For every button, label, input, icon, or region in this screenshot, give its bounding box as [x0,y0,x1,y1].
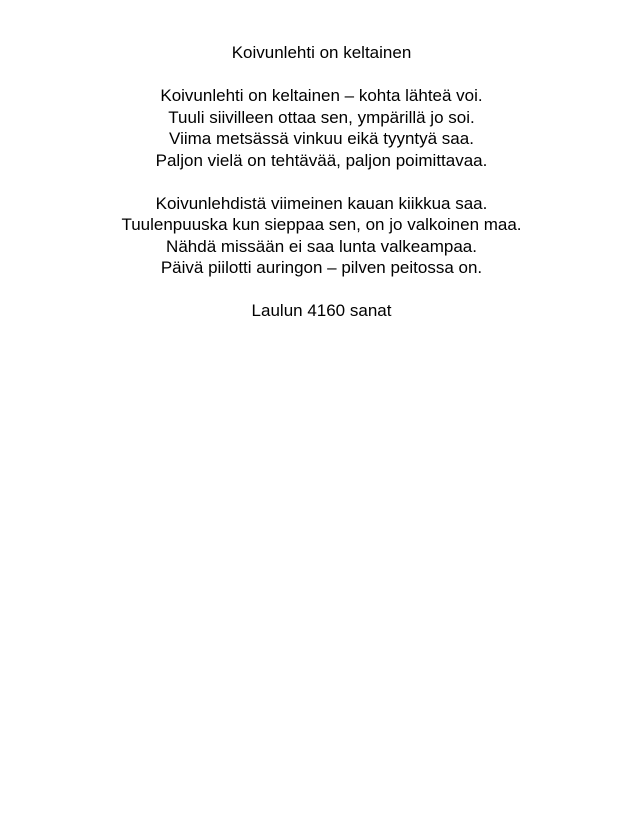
poem-stanza-2 [0,193,643,279]
poem-line: Paljon vielä on tehtävää, paljon poimittavaa. [155,150,488,170]
poem-stanza-1 [0,85,643,171]
poem-title: Koivunlehti on keltainen [231,43,412,62]
poem-line: Tuuli siivilleen ottaa sen, ympärillä jo soi. [168,107,475,127]
poem-line: Viima metsässä vinkuu eikä tyyntyä saa. [169,129,474,148]
poem-line: Päivä piilotti auringon – pilven peitossa on. [160,258,483,277]
poem-footer-note: Laulun 4160 sanat [251,301,392,320]
poem-line: Koivunlehti on keltainen – kohta lähteä voi. [160,86,483,105]
poem-line: Tuulenpuuska kun sieppaa sen, on jo valkoinen maa. [121,215,522,234]
poem-line: Nähdä missään ei saa lunta valkeampaa. [166,236,477,256]
poem-line: Koivunlehdistä viimeinen kauan kiikkua saa. [155,193,488,213]
